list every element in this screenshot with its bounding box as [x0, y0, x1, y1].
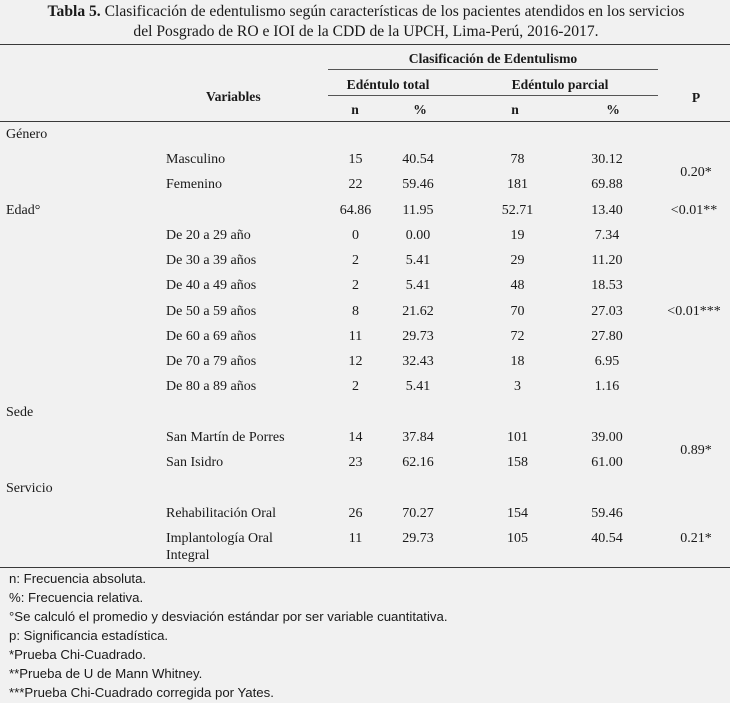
table-cell: 61.00	[591, 455, 623, 470]
table-cell: 2	[352, 253, 359, 268]
table-cell: 3	[514, 379, 521, 394]
row-label: De 60 a 69 años	[166, 329, 257, 344]
header-pct-total: %	[413, 102, 427, 117]
table-cell: 40.54	[591, 531, 623, 546]
table-cell: 70.27	[402, 506, 434, 521]
row-label-line2: Integral	[166, 548, 210, 563]
table-cell: 29	[510, 253, 525, 268]
table-cell: 0	[352, 228, 359, 243]
footnote: *Prueba Chi-Cuadrado.	[9, 647, 147, 662]
header-pct-parcial: %	[606, 102, 620, 117]
caption-text-line1: Clasificación de edentulismo según características de los pacientes atendidos en los servicios	[100, 3, 685, 20]
row-label: Masculino	[166, 152, 226, 167]
p-value-edad-summary: <0.01**	[670, 203, 718, 218]
table-cell: 29.73	[402, 531, 434, 546]
table-cell: 2	[352, 278, 359, 293]
table-cell: 23	[348, 455, 363, 470]
table-cell: 48	[510, 278, 525, 293]
header-p: P	[691, 90, 701, 105]
table-cell: 64.86	[339, 203, 372, 218]
row-label: De 80 a 89 años	[166, 379, 257, 394]
table-cell: 101	[507, 430, 528, 445]
footnote: **Prueba de U de Mann Whitney.	[9, 666, 203, 681]
p-value-genero: 0.20*	[680, 165, 712, 180]
table-cell: 2	[352, 379, 359, 394]
header-group: Clasificación de Edentulismo	[408, 51, 578, 66]
table-cell: 6.95	[594, 354, 620, 369]
header-bottom-rule	[0, 121, 730, 122]
table-cell: 158	[507, 455, 528, 470]
row-label: De 30 a 39 años	[166, 253, 257, 268]
caption-text-line2: del Posgrado de RO e IOI de la CDD de la UPCH, Lima-Perú, 2016-2017.	[133, 23, 599, 40]
header-parcial: Edéntulo parcial	[511, 77, 609, 92]
table-cell: 70	[510, 304, 525, 319]
table-caption	[6, 2, 726, 42]
table-cell: 29.73	[402, 329, 434, 344]
header-n-total: n	[351, 102, 359, 117]
table-cell: 52.71	[501, 203, 534, 218]
table-cell: 13.40	[591, 203, 623, 218]
row-label: De 70 a 79 años	[166, 354, 257, 369]
table-cell: 32.43	[402, 354, 434, 369]
table-cell: 37.84	[402, 430, 434, 445]
bottom-rule	[0, 567, 730, 568]
caption-label: Tabla 5.	[47, 3, 101, 20]
table-cell: 39.00	[591, 430, 623, 445]
row-label: San Isidro	[166, 455, 224, 470]
footnotes	[9, 569, 448, 702]
table-cell: 72	[510, 329, 525, 344]
p-value-servicio: 0.21*	[680, 531, 712, 546]
row-label: De 20 a 29 año	[166, 228, 251, 243]
p-value-sede: 0.89*	[680, 443, 712, 458]
table-cell: 11.95	[402, 203, 434, 218]
footnote: n: Frecuencia absoluta.	[9, 571, 147, 586]
row-label: Rehabilitación Oral	[166, 506, 277, 521]
table-cell: 7.34	[594, 228, 620, 243]
table-cell: 11	[348, 531, 363, 546]
group-rule	[328, 69, 658, 70]
table-cell: 15	[348, 152, 363, 167]
header-variables: Variables	[206, 89, 261, 104]
table-cell: 5.41	[405, 253, 431, 268]
top-rule	[0, 44, 730, 45]
table-cell: 0.00	[405, 228, 431, 243]
row-label: De 50 a 59 años	[166, 304, 257, 319]
row-label: Implantología Oral	[166, 531, 273, 546]
table-cell: 27.80	[591, 329, 623, 344]
table-cell: 8	[352, 304, 359, 319]
table-cell: 14	[348, 430, 363, 445]
table-cell: 78	[510, 152, 525, 167]
group-edad: Edad°	[6, 203, 41, 218]
table-cell: 59.46	[591, 506, 623, 521]
footnote: %: Frecuencia relativa.	[9, 590, 144, 605]
table-cell: 69.88	[591, 177, 623, 192]
table-cell: 26	[348, 506, 363, 521]
footnote: ***Prueba Chi-Cuadrado corregida por Yates.	[9, 685, 274, 700]
table-cell: 21.62	[402, 304, 434, 319]
header-n-parcial: n	[511, 102, 519, 117]
header-total: Edéntulo total	[346, 77, 430, 92]
table-cell: 5.41	[405, 278, 431, 293]
footnote: p: Significancia estadística.	[9, 628, 169, 643]
group-sede: Sede	[6, 405, 34, 420]
table-cell: 1.16	[594, 379, 620, 394]
table-cell: 19	[510, 228, 525, 243]
table-cell: 181	[507, 177, 528, 192]
table-cell: 12	[348, 354, 363, 369]
group-servicio: Servicio	[6, 481, 53, 496]
table-cell: 18.53	[591, 278, 623, 293]
table-cell: 22	[348, 177, 363, 192]
row-label: De 40 a 49 años	[166, 278, 257, 293]
row-label: Femenino	[166, 177, 222, 192]
row-label: San Martín de Porres	[166, 430, 285, 445]
table-cell: 154	[507, 506, 528, 521]
table-cell: 30.12	[591, 152, 623, 167]
table-cell: 5.41	[405, 379, 431, 394]
subgroup-rule	[328, 95, 658, 96]
table-cell: 59.46	[402, 177, 434, 192]
table-cell: 11.20	[591, 253, 623, 268]
table-cell: 18	[510, 354, 525, 369]
p-value-edad-groups: <0.01***	[667, 304, 721, 319]
table-cell: 105	[507, 531, 528, 546]
footnote: °Se calculó el promedio y desviación estándar por ser variable cuantitativa.	[9, 609, 448, 624]
table-cell: 11	[348, 329, 363, 344]
table-cell: 62.16	[402, 455, 434, 470]
table-cell: 40.54	[402, 152, 434, 167]
table-cell: 27.03	[591, 304, 623, 319]
group-genero: Género	[6, 127, 48, 142]
